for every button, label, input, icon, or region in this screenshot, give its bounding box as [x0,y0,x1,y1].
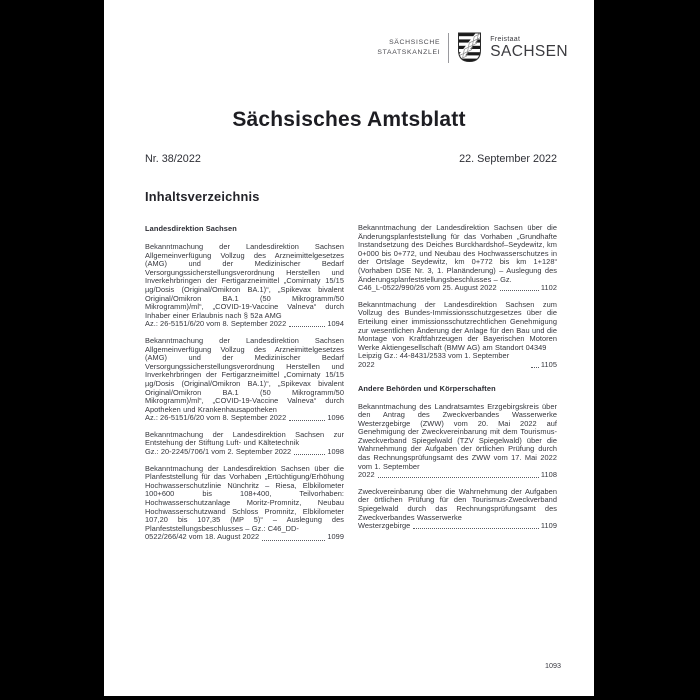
dot-leader [378,477,539,478]
entry-page-number: 1096 [327,413,344,423]
entry-ref: Az.: 26-5151/6/20 vom 8. September 2022 [145,319,287,329]
entry-ref-line [145,533,344,542]
entry-text: Bekanntmachung der Landesdirektion Sachsen zum Vollzug des Bundes-Immissionsschutzgesetzes über die Erteilung einer immissionsschutzrechtlichen Genehmigung zur wesentlichen Änderung der Anlage für den Bau und die Montage von Kraftfahrzeugen der Bayerischen Motoren Werke Aktiengesellschaft (BMW AG) am Standort 04349 [358,299,557,352]
toc-entry [145,465,344,542]
toc-left-column [145,224,344,550]
agency-line2: STAATSKANZLEI [377,48,441,56]
entry-ref-line [145,414,344,423]
entry-ref: Westerzgebirge [358,521,411,531]
entry-page-number: 1109 [540,521,557,531]
toc-entry [358,224,557,293]
entry-text: Zweckvereinbarung über die Wahrnehmung der Aufgaben der örtlichen Prüfung für den Tourismus-Zweckverband Spiegelwald durch das Rechnungsprüfungsamt des Zweckverbandes Wasserwerke [358,486,557,522]
section-heading-landesdirektion: Landesdirektion Sachsen [145,224,237,233]
dot-leader [289,326,325,327]
dot-leader [531,367,539,368]
entry-text: Bekanntmachung des Landratsamtes Erzgebirgskreis über den Antrag des Zweckverbandes Wasserwerke Westerzgebirge (ZWW) vom 20. Mai 2022 auf Genehmigung der Zweckvereinbarung mit dem Tourismus-Zweckverband Spiegelwald (TZV Spiegelwald) über die Wahrnehmung der Aufgaben der örtlichen Prüfung durch das Rechnungsprüfungsamt des ZWW vom 17. Mai 2022 vom 1. September [358,401,557,471]
state-wordmark-small: Freistaat [490,35,521,43]
state-wordmark-large: SACHSEN [490,42,568,60]
toc-right-column [358,224,557,550]
entry-page-number: 1108 [540,470,557,480]
toc-columns [145,224,557,550]
entry-text: Bekanntmachung der Landesdirektion Sachsen über die Planfeststellung für das Vorhaben „Ertüchtigung/Erhöhung Hochwasserschutzlinie Nünchritz – Riesa, Elbkilometer 100+600 bis 108+400, Teilvorhaben: Hochwasserschutzanlage Moritz-Promnitz, Neubau Hochwasserschutzwand Schloss Promnitz, Elbkilometer 107,20 bis 107,35 (MP 5)“ – Auslegung des Planfeststellungsbeschlusses – Gz.: C46_DD- [145,463,344,533]
entry-ref: Az.: 26-5151/6/20 vom 8. September 2022 [145,413,287,423]
agency-name [377,38,440,57]
entry-ref: 2022 [358,470,375,480]
dot-leader [289,420,325,421]
masthead [377,32,568,63]
dot-leader [413,528,539,529]
issue-date: 22. September 2022 [459,153,557,165]
entry-ref-line [145,320,344,329]
toc-entry [358,403,557,480]
entry-ref-line [358,352,557,369]
toc-entry [145,431,344,457]
entry-ref-line [358,471,557,480]
dot-leader [500,290,539,291]
entry-text: Bekanntmachung der Landesdirektion Sachsen Allgemeinverfügung Vollzug des Arzneimittelgesetzes (AMG) und der Medizinischer Bedarf Versorgungssicherstellungsverordnung Herstellen und Inverkehrbringen der Fertigarzneimittel „Comirnaty 15/15 µg/Dosis (Original/Omikron BA.1)“, „Spikevax bivalent Original/Omikron BA.1 (50 Mikrogramm/50 Mikrogramm)/ml“, „COVID-19-Vaccine Valneva“ durch Inhaber einer Erlaubnis nach § 52a AMG [145,242,344,320]
entry-page-number: 1099 [327,532,344,542]
toc-entry [358,488,557,531]
issue-number: Nr. 38/2022 [145,153,201,165]
entry-ref: 0522/266/42 vom 18. August 2022 [145,532,260,542]
agency-line1: SÄCHSISCHE [389,39,441,46]
entry-ref: Gz.: 20-2245/706/1 vom 2. September 2022 [145,447,292,457]
entry-page-number: 1098 [327,447,344,457]
entry-page-number: 1094 [327,319,344,329]
section-heading-andere-behoerden: Andere Behörden und Körperschaften [358,383,496,393]
state-wordmark [490,36,568,60]
entry-page-number: 1105 [540,359,557,369]
entry-text: Bekanntmachung der Landesdirektion Sachsen zur Entstehung der Stiftung Luft- und Kältetechnik [145,429,344,448]
entry-page-number: 1102 [540,283,557,293]
entry-ref: C46_L-0522/990/26 vom 25. August 2022 [358,283,497,293]
footer-page-number: 1093 [545,661,561,670]
issue-date-row [145,153,557,165]
entry-ref: Leipzig Gz.: 44-8431/2533 vom 1. September 2022 [358,351,510,369]
toc-entry [145,337,344,423]
entry-ref-line [145,448,344,457]
toc-entry [145,243,344,329]
masthead-divider [448,33,449,63]
entry-text: Bekanntmachung der Landesdirektion Sachsen über die Änderungsplanfeststellung für das Vorhaben „Grundhafte Instandsetzung des Deiches Burckhardshof–Seydewitz, km 0+000 bis 0+772, und Neubau des Hochwasserschutzes in der Ortslage Seydewitz, km 0+772 bis km 1+128“ (Vorhaben DSE Nr. 3, 1. Planänderung) – Auslegung des Änderungsplanfeststellungsbeschlusses – Gz. [358,223,557,284]
toc-heading: Inhaltsverzeichnis [145,189,260,204]
document-page [104,0,594,696]
entry-text: Bekanntmachung der Landesdirektion Sachsen Allgemeinverfügung Vollzug des Arzneimittelgesetzes (AMG) und der Medizinischer Bedarf Versorgungssicherstellungsverordnung Herstellen und Inverkehrbringen der Fertigarzneimittel „Comirnaty 15/15 µg/Dosis (Original/Omikron BA.1)“, „Spikevax bivalent Original/Omikron BA.1 (50 Mikrogramm/50 Mikrogramm)/ml“, „COVID-19-Vaccine Valneva“ durch Apotheken und Krankenhausapotheken [145,335,344,414]
page-title: Sächsisches Amtsblatt [232,108,466,131]
saxony-coat-of-arms-icon [457,32,482,63]
dot-leader [294,454,325,455]
dot-leader [262,540,325,541]
toc-entry [358,301,557,370]
entry-ref-line [358,284,557,293]
entry-ref-line [358,522,557,531]
